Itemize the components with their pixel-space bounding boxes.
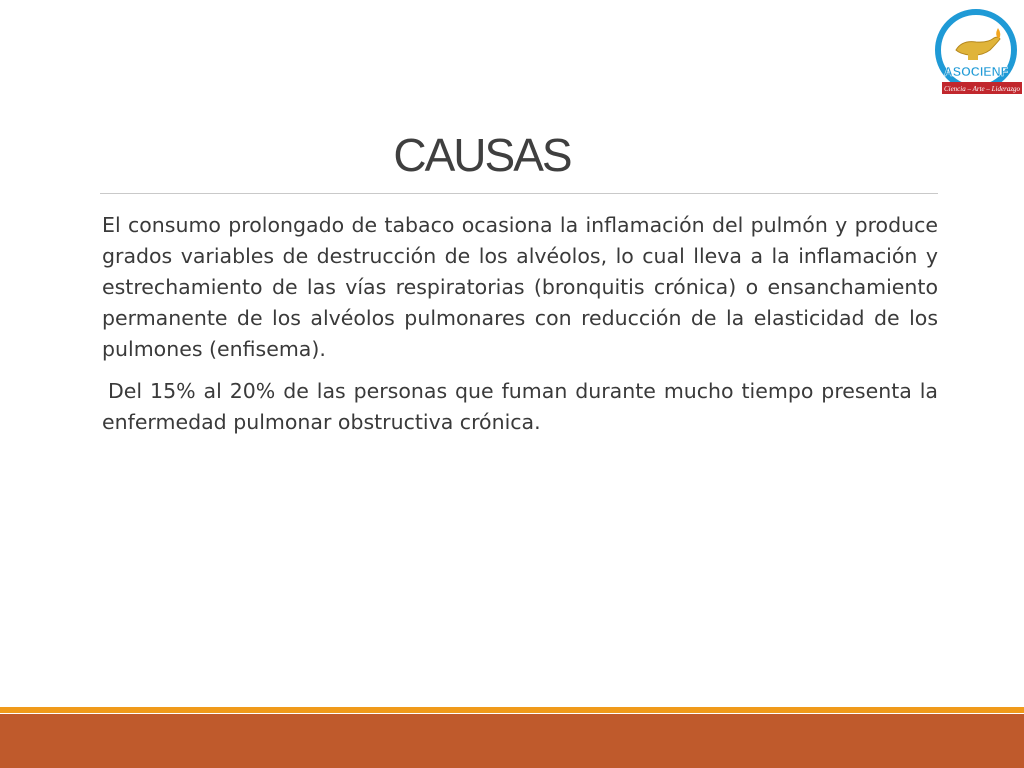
logo-wordmark: ASOCIENF (943, 65, 1009, 79)
body-paragraph-1: El consumo prolongado de tabaco ocasiona la inflamación del pulmón y produce grados variables de destrucción de los alvéolos, lo cual lleva a la inflamación y estrechamiento de las vías respiratorias (bronquitis crónica) o ensanchamiento permanente de los alvéolos pulmonares con reducción de la elasticidad de los pulmones (enfisema). (102, 213, 938, 361)
footer-accent-bar (0, 707, 1024, 713)
logo-tagline: Ciencia – Arte – Liderazgo (943, 85, 1021, 93)
title-divider (100, 193, 938, 194)
asocienf-logo (930, 6, 1022, 100)
body-paragraph-2: Del 15% al 20% de las personas que fuman durante mucho tiempo presenta la enfermedad pulmonar obstructiva crónica. (102, 379, 938, 434)
footer-bar (0, 714, 1024, 768)
slide-body (102, 210, 938, 449)
lamp-base-icon (968, 54, 978, 60)
slide-title: CAUSAS (393, 129, 571, 181)
